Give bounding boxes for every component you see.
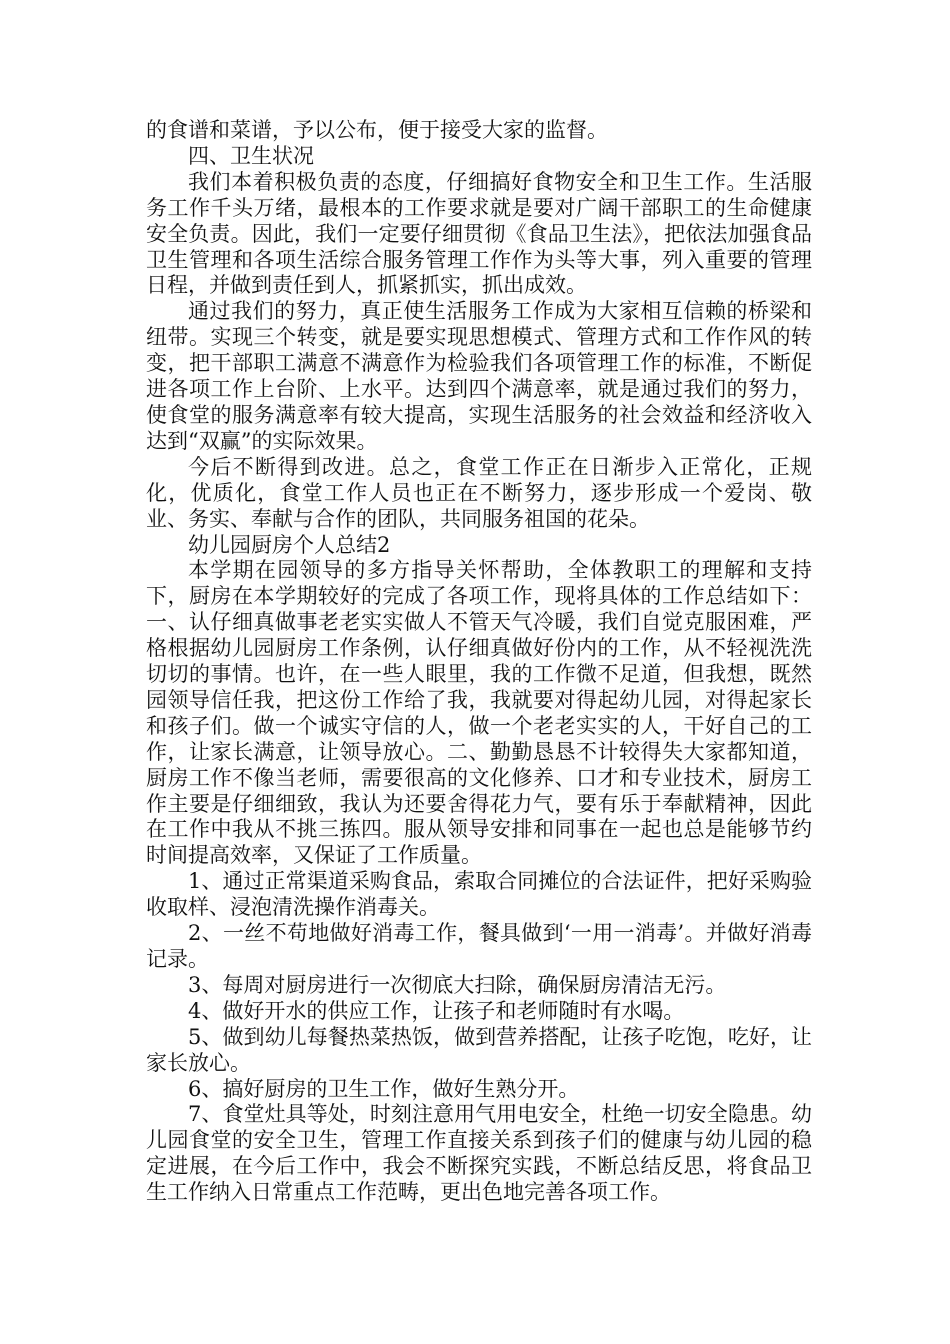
list-item-1: 1、通过正常渠道采购食品，索取合同摊位的合法证件，把好采购验收取样、浸泡清洗操作消毒关。: [146, 869, 812, 920]
paragraph-hygiene-responsibility: 我们本着积极负责的态度，仔细搞好食物安全和卫生工作。生活服务工作千头万绪，最根本的工作要求就是要对广阔干部职工的生命健康安全负责。因此，我们一定要仔细贯彻《食品卫生法》，把依法加强食品卫生管理和各项生活综合服务管理工作作为头等大事，列入重要的管理日程，并做到责任到人，抓紧抓实，抓出成效。: [146, 169, 812, 298]
list-item-3: 3、每周对厨房进行一次彻底大扫除，确保厨房清洁无污。: [188, 972, 727, 997]
document-page: [146, 118, 812, 1206]
section-heading-hygiene: 四、卫生状况: [188, 143, 314, 168]
paragraph-conclusion: 今后不断得到改进。总之，食堂工作正在日渐步入正常化，正规化，优质化，食堂工作人员也正在不断努力，逐步形成一个爱岗、敬业、务实、奉献与合作的团队，共同服务祖国的花朵。: [146, 454, 812, 531]
list-item-4: 4、做好开水的供应工作，让孩子和老师随时有水喝。: [188, 998, 685, 1023]
list-item-2: 2、一丝不苟地做好消毒工作，餐具做到‘一用一消毒’。并做好消毒记录。: [146, 921, 812, 971]
paragraph-continuation: 的食谱和菜谱，予以公布，便于接受大家的监督。: [146, 118, 608, 142]
list-item-5: 5、做到幼儿每餐热菜热饭，做到营养搭配，让孩子吃饱，吃好，让家长放心。: [146, 1024, 812, 1075]
list-item-6: 6、搞好厨房的卫生工作，做好生熟分开。: [188, 1076, 580, 1101]
paragraph-service-bridge: 通过我们的努力，真正使生活服务工作成为大家相互信赖的桥梁和纽带。实现三个转变，就是要实现思想模式、管理方式和工作作风的转变，把干部职工满意不满意作为检验我们各项管理工作的标准，不断促进各项工作上台阶、上水平。达到四个满意率，就是通过我们的努力，使食堂的服务满意率有较大提高，实现生活服务的社会效益和经济收入达到“双赢”的实际效果。: [146, 299, 812, 453]
section-heading-summary-2: 幼儿园厨房个人总结2: [188, 532, 391, 557]
paragraph-semester-overview: 本学期在园领导的多方指导关怀帮助，全体教职工的理解和支持下，厨房在本学期较好的完成了各项工作，现将具体的工作总结如下：一、认仔细真做事老老实实做人不管天气冷暖，我们自觉克服困难，严格根据幼儿园厨房工作条例，认仔细真做好份内的工作，从不轻视洗洗切切的事情。也许，在一些人眼里，我的工作微不足道，但我想，既然园领导信任我，把这份工作给了我，我就要对得起幼儿园，对得起家长和孩子们。做一个诚实守信的人，做一个老老实实的人，干好自己的工作，让家长满意，让领导放心。二、勤勤恳恳不计较得失大家都知道，厨房工作不像当老师，需要很高的文化修养、口才和专业技术，厨房工作主要是仔细细致，我认为还要舍得花力气，要有乐于奉献精神，因此在工作中我从不挑三拣四。服从领导安排和同事在一起也总是能够节约时间提高效率，又保证了工作质量。: [146, 558, 812, 868]
list-item-7: 7、食堂灶具等处，时刻注意用气用电安全，杜绝一切安全隐患。幼儿园食堂的安全卫生，管理工作直接关系到孩子们的健康与幼儿园的稳定进展，在今后工作中，我会不断探究实践，不断总结反思，将食品卫生工作纳入日常重点工作范畴，更出色地完善各项工作。: [146, 1102, 812, 1205]
